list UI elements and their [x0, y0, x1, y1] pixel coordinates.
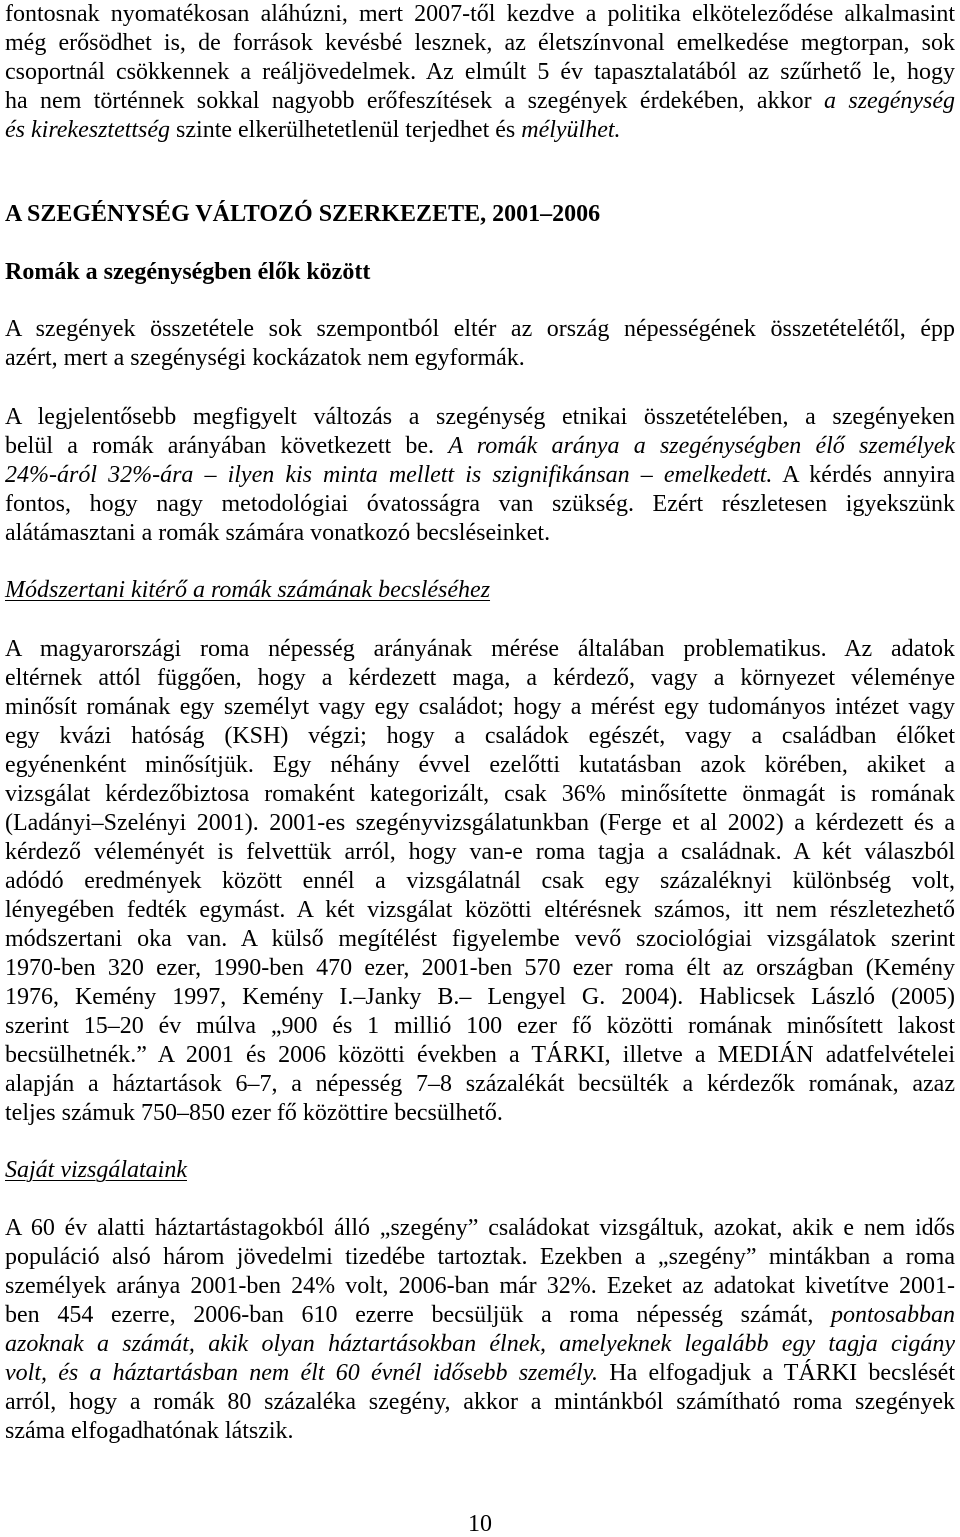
emphasized-text: mélyülhet. [521, 117, 621, 143]
text-segment: Ha elfogadjuk a TÁRKI becslését [598, 1360, 955, 1386]
text-line: szerint 15–20 év múlva „900 és 1 millió 100 ezer fő közötti romának minősített lakost [5, 1013, 955, 1039]
emphasized-text: a szegénység [823, 88, 955, 114]
text-line: fontosnak nyomatékosan aláhúzni, mert 2007-től kezdve a politika elköteleződése alkalmasint [5, 1, 955, 27]
text-line: személyek aránya 2001-ben 24% volt, 2006-ban már 32%. Ezeket az adatokat kivetítve 2001- [5, 1273, 955, 1299]
emphasized-text: 24%-áról 32%-ára – ilyen kis minta mellett is szignifikánsan – emelkedett. [5, 462, 773, 488]
emphasized-text: pontosabban [830, 1302, 955, 1328]
text-segment: ha nem történnek sokkal nagyobb erőfeszítések a szegények érdekében, akkor [5, 88, 824, 114]
text-line: száma elfogadhatónak látszik. [5, 1418, 294, 1444]
intro-paragraph [5, 0, 955, 145]
subheading-text: Romák a szegénységben élők között [5, 259, 371, 285]
emphasized-text: és kirekesztettség [5, 117, 171, 143]
text-line: azért, mert a szegénységi kockázatok nem egyformák. [5, 345, 525, 371]
methodology-title-line [5, 576, 955, 605]
text-line: (Ladányi–Szelényi 2001). 2001-es szegényvizsgálatunkban (Ferge et al 2002) a kérdezett és a [5, 810, 955, 836]
text-line [5, 116, 955, 145]
text-line: alátámasztani a romák számára vonatkozó becsléseinket. [5, 520, 551, 546]
text-line: csoportnál csökkennek a reáljövedelmek. Az elmúlt 5 év tapasztalatából az szűrhető le, hogy [5, 59, 955, 85]
emphasized-text: A romák aránya a szegénységben élő személyek [448, 433, 955, 459]
text-line: fontos, hogy nagy metodológiai óvatosságra van szükség. Ezért részletesen igyekszünk [5, 491, 955, 517]
text-line: arról, hogy a romák 80 százaléka szegény, akkor a mintánkból számítható roma szegények [5, 1389, 955, 1415]
text-line: vizsgálat kérdezőbiztosa romaként kategorizált, csak 36% minősítette önmagát is romának [5, 781, 955, 807]
own-research-paragraph [5, 1214, 955, 1446]
text-line: adódó eredmények között ennél a vizsgálatnál csak egy százaléknyi különbség volt, [5, 868, 955, 894]
own-research-title-text: Saját vizsgálataink [5, 1157, 187, 1183]
text-segment: szinte elkerülhetetlenül terjedhet és [170, 117, 522, 143]
text-line: még erősödhet is, de források kevésbé lesznek, az életszínvonal emelkedése megtorpan, sok [5, 30, 955, 56]
text-line: módszertani oka van. A külső megítélést figyelembe vevő szociológiai vizsgálatok szerint [5, 926, 955, 952]
roma-share-paragraph [5, 403, 955, 548]
emphasized-text: volt, és a háztartásban nem élt 60 évnél idősebb személy. [5, 1360, 599, 1386]
text-line: lényegében fedték egymást. A két vizsgálat közötti eltérésnek számos, itt nem részletezhető [5, 897, 955, 923]
text-line: eltérnek attól függően, hogy a kérdezett maga, a kérdező, vagy a környezet véleménye [5, 665, 955, 691]
text-line [5, 87, 955, 116]
own-research-title-line [5, 1156, 955, 1185]
text-line: teljes számuk 750–850 ezer fő közöttire becsülhető. [5, 1100, 503, 1126]
text-line: A magyarországi roma népesség arányának mérése általában problematikus. Az adatok [5, 636, 955, 662]
methodology-title [5, 576, 955, 605]
text-line [5, 461, 955, 490]
text-line: azoknak a számát, akik olyan háztartásokban élnek, amelyeknek legalább egy tagja cigány [5, 1331, 955, 1357]
section-heading-text: A SZEGÉNYSÉG VÁLTOZÓ SZERKEZETE, 2001–2006 [5, 201, 601, 227]
text-line: minősít romának egy személyt vagy egy családot; hogy a mérést egy tudományos intézet vagy [5, 694, 955, 720]
text-line: A legjelentősebb megfigyelt változás a szegénység etnikai összetételében, a szegényeken [5, 404, 955, 430]
text-line: populáció alsó három jövedelmi tizedébe tartoztak. Ezekben a „szegény” mintákban a roma [5, 1244, 955, 1270]
text-line: 1970-ben 320 ezer, 1990-ben 470 ezer, 2001-ben 570 ezer roma élt az országban (Kemény [5, 955, 955, 981]
text-line [5, 432, 955, 461]
text-line: egyénenként minősítjük. Egy néhány évvel ezelőtti kutatásban azok körében, akiket a [5, 752, 955, 778]
composition-paragraph [5, 315, 955, 373]
text-line: alapján a háztartások 6–7, a népesség 7–8 százalékát becsülték a kérdezők romának, azaz [5, 1071, 955, 1097]
text-segment: A kérdés annyira [772, 462, 955, 488]
methodology-paragraph [5, 635, 955, 1128]
text-line: egy kvázi hatóság (KSH) végzi; hogy a családok egészét, vagy a családban élőket [5, 723, 955, 749]
text-line [5, 1301, 955, 1330]
text-line: becsülhetnék.” A 2001 és 2006 közötti években a TÁRKI, illetve a MEDIÁN adatfelvételei [5, 1042, 955, 1068]
text-line: A szegények összetétele sok szempontból eltér az ország népességének összetételétől, épp [5, 316, 955, 342]
text-line: kérdező véleményét is felvettük arról, hogy van-e roma tagja a családnak. A két válaszból [5, 839, 955, 865]
own-research-title [5, 1156, 955, 1185]
text-segment: belül a romák arányában következett be. [5, 433, 449, 459]
methodology-title-text: Módszertani kitérő a romák számának becsléséhez [5, 577, 491, 603]
text-line [5, 1359, 955, 1388]
page-number: 10 [468, 1511, 492, 1537]
text-segment: ben 454 ezerre, 2006-ban 610 ezerre becsüljük a roma népesség számát, [5, 1302, 831, 1328]
section-heading [5, 200, 955, 229]
text-line: 1976, Kemény 1997, Kemény I.–Janky B.– Lengyel G. 2004). Hablicsek László (2005) [5, 984, 955, 1010]
subheading [5, 258, 955, 287]
text-line: A 60 év alatti háztartástagokból álló „szegény” családokat vizsgáltuk, azokat, akik e nem idős [5, 1215, 955, 1241]
